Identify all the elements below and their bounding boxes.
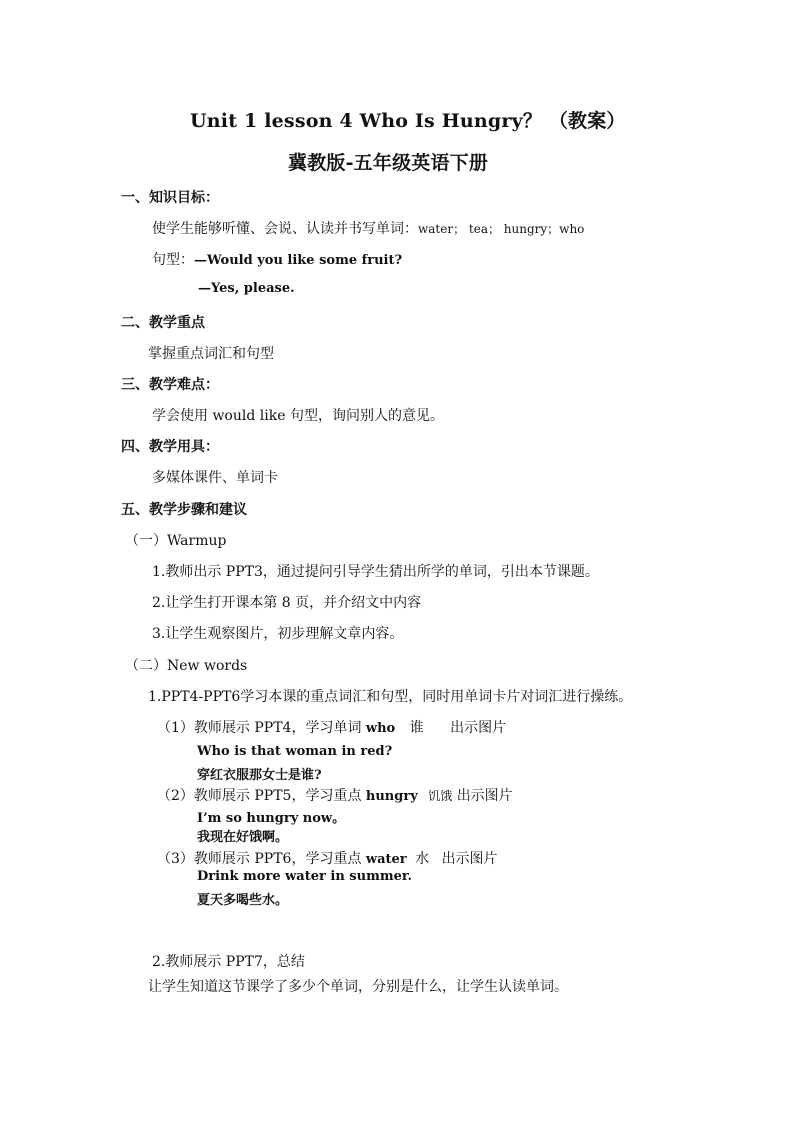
new-word-instruction: （1）教师展示 PPT4，学习单词 — [157, 720, 362, 736]
document-title: Unit 1 lesson 4 Who Is Hungry？ （教案） — [190, 110, 626, 132]
section-heading-materials: 四、教学用具： — [121, 439, 219, 455]
new-word-meaning: 水 — [415, 851, 430, 867]
step-summary-label: 2.教师展示 PPT7，总结 — [152, 954, 305, 970]
new-word-meaning: 谁 — [409, 720, 424, 736]
example-sentence-en: Who is that woman in red? — [197, 744, 393, 759]
new-word-meaning: 饥饿 — [428, 789, 453, 803]
new-word-term: water — [365, 852, 407, 867]
new-word-term: hungry — [365, 789, 418, 804]
section-heading-knowledge-goals: 一、知识目标： — [121, 190, 219, 206]
warmup-item: 2.让学生打开课本第 8 页，并介绍文中内容 — [152, 595, 422, 611]
new-word-item-hungry — [157, 785, 513, 805]
warmup-item: 3.让学生观察图片，初步理解文章内容。 — [152, 626, 404, 642]
step-new-words-label: （二）New words — [125, 658, 248, 674]
sentence-pattern-label: 句型： — [152, 252, 194, 268]
step-warmup-label: （一）Warmup — [125, 533, 227, 549]
new-word-show-picture: 出示图片 — [456, 788, 513, 804]
goal-sentence-pattern-line — [152, 249, 402, 269]
section-heading-difficulties: 三、教学难点： — [121, 377, 219, 393]
example-sentence-en: I’m so hungry now。 — [197, 811, 346, 826]
warmup-item: 1.教师出示 PPT3，通过提问引导学生猜出所学的单词，引出本节课题。 — [152, 564, 599, 580]
new-word-term: who — [365, 721, 396, 736]
new-word-instruction: （2）教师展示 PPT5，学习重点 — [157, 788, 362, 804]
sentence-pattern-answer: —Yes, please. — [198, 281, 295, 296]
example-sentence-cn: 夏天多喝些水。 — [197, 893, 289, 908]
step-summary-content: 让学生知道这节课学了多少个单词，分别是什么，让学生认读单词。 — [148, 979, 568, 995]
sentence-pattern-question: —Would you like some fruit? — [194, 253, 403, 268]
key-points-content: 掌握重点词汇和句型 — [148, 346, 274, 362]
goal-vocabulary-line — [152, 218, 584, 238]
new-words-intro: 1.PPT4-PPT6学习本课的重点词汇和句型，同时用单词卡片对词汇进行操练。 — [148, 689, 633, 705]
new-word-instruction: （3）教师展示 PPT6，学习重点 — [157, 851, 362, 867]
section-heading-key-points: 二、教学重点 — [121, 315, 205, 331]
goal-vocabulary-text: 使学生能够听懂、会说、认读并书写单词： — [152, 221, 418, 237]
new-word-show-picture: 出示图片 — [441, 851, 498, 867]
new-word-item-water — [157, 848, 498, 868]
new-word-show-picture: 出示图片 — [450, 720, 507, 736]
difficulties-content: 学会使用 would like 句型，询问别人的意见。 — [152, 408, 444, 424]
example-sentence-cn: 我现在好饿啊。 — [197, 830, 289, 845]
new-word-item-who — [157, 717, 506, 737]
section-heading-steps: 五、教学步骤和建议 — [121, 502, 247, 518]
example-sentence-en: Drink more water in summer. — [197, 869, 413, 884]
example-sentence-cn: 穿红衣服那女士是谁? — [197, 768, 322, 783]
document-subtitle: 冀教版-五年级英语下册 — [288, 152, 489, 174]
goal-vocabulary-words: water； tea； hungry；who — [418, 222, 585, 236]
materials-content: 多媒体课件、单词卡 — [152, 470, 278, 486]
